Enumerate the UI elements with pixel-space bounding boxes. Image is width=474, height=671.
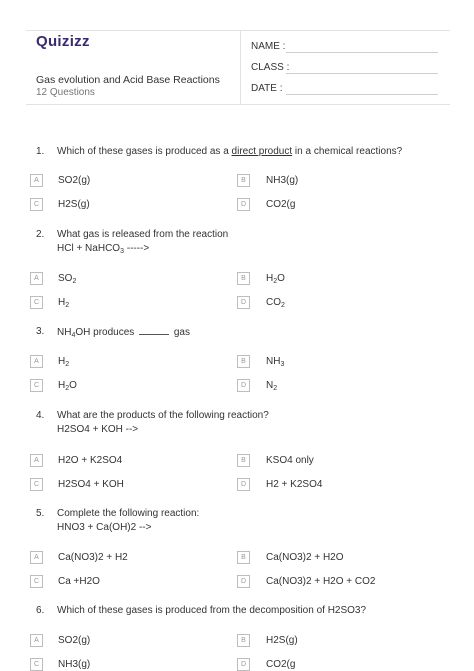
question-number: 5. [36, 508, 45, 519]
header-divider [240, 30, 241, 104]
class-field[interactable] [286, 73, 438, 74]
option-letter-c[interactable]: C [30, 575, 43, 588]
option-letter-a[interactable]: A [30, 634, 43, 647]
option-text[interactable]: SO2(g) [58, 175, 91, 186]
option-letter-a[interactable]: A [30, 272, 43, 285]
option-text[interactable]: $H_2O$ [58, 380, 77, 392]
option-text[interactable]: $H_2$ [58, 297, 70, 309]
option-letter-d[interactable]: D [237, 379, 250, 392]
question-text: Complete the following reaction: [57, 508, 200, 519]
class-label: CLASS : [251, 62, 290, 73]
option-text[interactable]: NH3(g) [266, 175, 299, 186]
option-text[interactable]: $H_2$ [58, 356, 70, 368]
option-text[interactable]: H2 + K2SO4 [266, 479, 323, 490]
option-letter-d[interactable]: D [237, 478, 250, 491]
option-text[interactable]: H2S(g) [58, 199, 90, 210]
option-letter-b[interactable]: B [237, 174, 250, 187]
date-label: DATE : [251, 83, 283, 94]
option-letter-b[interactable]: B [237, 454, 250, 467]
option-text[interactable]: $SO_2$ [58, 273, 77, 285]
option-letter-c[interactable]: C [30, 379, 43, 392]
question-number: 1. [36, 146, 45, 157]
question-text: What gas is released from the reaction [57, 229, 229, 240]
answer-blank[interactable] [139, 326, 169, 335]
worksheet-title: Gas evolution and Acid Base Reactions [36, 74, 220, 86]
option-letter-a[interactable]: A [30, 454, 43, 467]
option-letter-b[interactable]: B [237, 272, 250, 285]
question-text: Which of these gases is produced from the decomposition of H2SO3? [57, 605, 367, 616]
option-letter-a[interactable]: A [30, 551, 43, 564]
question-number: 6. [36, 605, 45, 616]
header-bottom-border [26, 104, 450, 105]
header-top-border [26, 30, 450, 31]
question-text: $NH_4OH$ produces gas [57, 327, 190, 339]
option-letter-b[interactable]: B [237, 551, 250, 564]
option-text[interactable]: H2S(g) [266, 635, 298, 646]
option-letter-c[interactable]: C [30, 478, 43, 491]
option-letter-d[interactable]: D [237, 198, 250, 211]
option-letter-c[interactable]: C [30, 296, 43, 309]
option-letter-d[interactable]: D [237, 296, 250, 309]
option-letter-c[interactable]: C [30, 198, 43, 211]
option-text[interactable]: H2SO4 + KOH [58, 479, 124, 490]
option-letter-d[interactable]: D [237, 575, 250, 588]
option-text[interactable]: $H_2O$ [266, 273, 285, 285]
quizizz-logo: Quizizz [36, 33, 90, 50]
underlined-phrase: direct product [231, 146, 293, 157]
option-letter-b[interactable]: B [237, 355, 250, 368]
question-equation: H2SO4 + KOH --> [57, 424, 139, 435]
option-text[interactable]: KSO4 only [266, 455, 314, 466]
option-letter-d[interactable]: D [237, 658, 250, 671]
question-number: 4. [36, 410, 45, 421]
option-letter-c[interactable]: C [30, 658, 43, 671]
question-text: What are the products of the following reaction? [57, 410, 269, 421]
option-text[interactable]: Ca(NO3)2 + H2 [58, 552, 128, 563]
option-text[interactable]: $CO_2$ [266, 297, 285, 309]
option-letter-a[interactable]: A [30, 174, 43, 187]
option-text[interactable]: CO2(g [266, 199, 296, 210]
option-text[interactable]: $NH_3$ [266, 356, 285, 368]
option-text[interactable]: H2O + K2SO4 [58, 455, 123, 466]
question-number: 2. [36, 229, 45, 240]
option-text[interactable]: Ca(NO3)2 + H2O [266, 552, 344, 563]
option-text[interactable]: SO2(g) [58, 635, 91, 646]
question-count: 12 Questions [36, 87, 95, 98]
option-text[interactable]: Ca(NO3)2 + H2O + CO2 [266, 576, 376, 587]
name-label: NAME : [251, 41, 286, 52]
question-number: 3. [36, 326, 45, 337]
option-letter-b[interactable]: B [237, 634, 250, 647]
question-equation: HCl + NaHCO$_3$ -----> [57, 243, 150, 255]
option-text[interactable]: Ca +H2O [58, 576, 100, 587]
option-letter-a[interactable]: A [30, 355, 43, 368]
name-field[interactable] [286, 52, 438, 53]
option-text[interactable]: CO2(g [266, 659, 296, 670]
option-text[interactable]: NH3(g) [58, 659, 91, 670]
date-field[interactable] [286, 94, 438, 95]
option-text[interactable]: $N_2$ [266, 380, 278, 392]
question-equation: HNO3 + Ca(OH)2 --> [57, 522, 152, 533]
question-text: Which of these gases is produced as a direct product in a chemical reactions? [57, 146, 403, 157]
